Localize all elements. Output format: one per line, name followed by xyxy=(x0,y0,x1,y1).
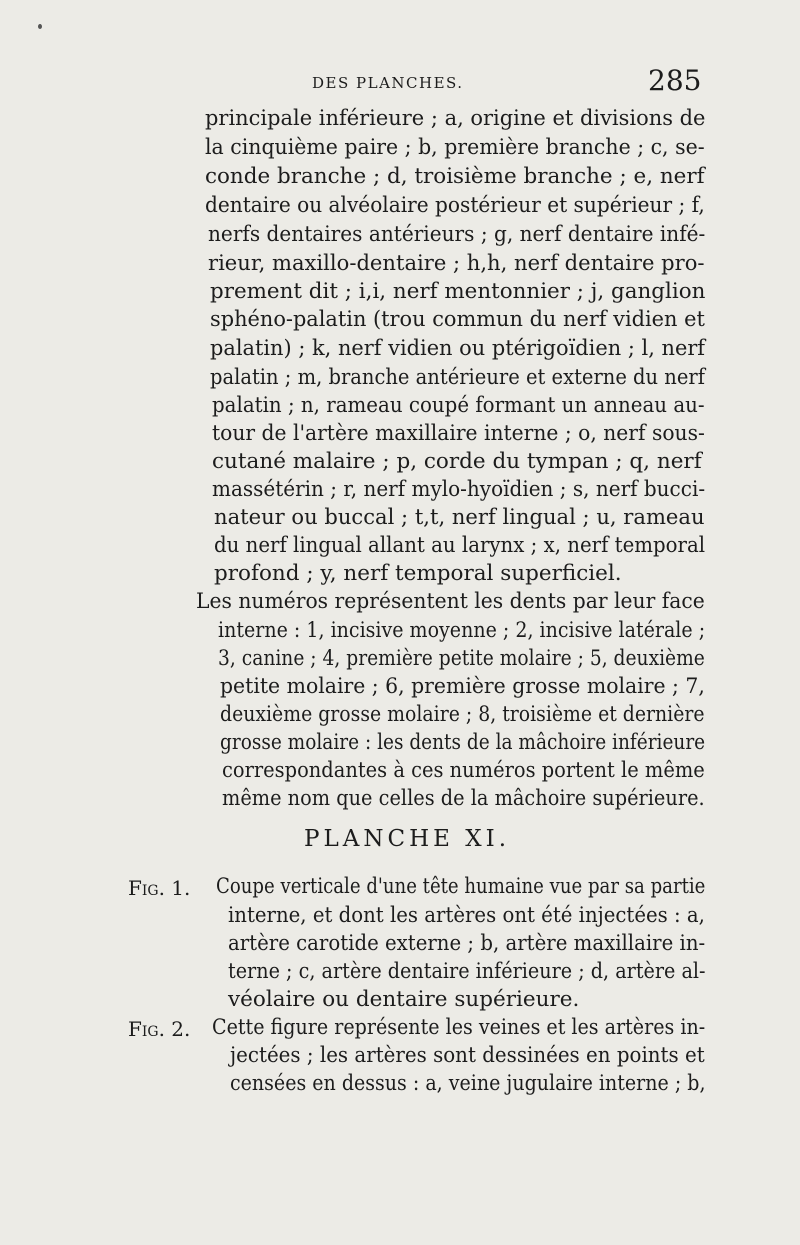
text-line: grosse molaire : les dents de la mâchoire inférieure xyxy=(220,730,706,755)
text-line: tour de l'artère maxillaire interne ; o, nerf sous- xyxy=(212,421,705,446)
text-line: petite molaire ; 6, première grosse molaire ; 7, xyxy=(220,674,705,699)
page-number: 285 xyxy=(648,64,702,97)
text-line: terne ; c, artère dentaire inférieure ; d, artère al- xyxy=(228,959,706,984)
text-line: Les numéros représentent les dents par leur face xyxy=(196,589,705,614)
text-line: massétérin ; r, nerf mylo-hyoïdien ; s, nerf bucci- xyxy=(212,477,706,502)
text-line: principale inférieure ; a, origine et divisions de xyxy=(205,106,706,131)
text-line: prement dit ; i,i, nerf mentonnier ; j, ganglion xyxy=(210,279,706,304)
text-line: conde branche ; d, troisième branche ; e, nerf xyxy=(205,164,705,189)
text-line: dentaire ou alvéolaire postérieur et supérieur ; f, xyxy=(205,193,705,218)
text-line: Cette figure représente les veines et les artères in- xyxy=(212,1015,706,1040)
text-line: palatin) ; k, nerf vidien ou ptérigoïdien ; l, nerf xyxy=(210,336,706,361)
running-header: DES PLANCHES. xyxy=(312,74,464,92)
text-line: même nom que celles de la mâchoire supérieure. xyxy=(222,786,705,811)
figure-label: Fig. 2. xyxy=(128,1017,191,1041)
text-line: interne : 1, incisive moyenne ; 2, incisive latérale ; xyxy=(218,618,706,643)
text-line: nateur ou buccal ; t,t, nerf lingual ; u, rameau xyxy=(214,505,705,530)
text-line: profond ; y, nerf temporal superficiel. xyxy=(214,561,622,586)
text-line: censées en dessus : a, veine jugulaire interne ; b, xyxy=(230,1071,706,1096)
text-line: interne, et dont les artères ont été injectées : a, xyxy=(228,903,705,928)
text-line: correspondantes à ces numéros portent le même xyxy=(222,758,705,783)
text-line: deuxième grosse molaire ; 8, troisième et dernière xyxy=(220,702,705,727)
text-line: sphéno-palatin (trou commun du nerf vidien et xyxy=(210,307,705,332)
ink-speck xyxy=(38,24,42,29)
text-line: la cinquième paire ; b, première branche ; c, se- xyxy=(205,135,705,160)
text-line: artère carotide externe ; b, artère maxillaire in- xyxy=(228,931,706,956)
text-line: Coupe verticale d'une tête humaine vue par sa partie xyxy=(216,874,706,899)
text-line: du nerf lingual allant au larynx ; x, nerf temporal xyxy=(214,533,706,558)
text-line: palatin ; n, rameau coupé formant un anneau au- xyxy=(212,393,705,418)
text-line: rieur, maxillo-dentaire ; h,h, nerf dentaire pro- xyxy=(208,251,705,276)
text-line: véolaire ou dentaire supérieure. xyxy=(228,987,580,1012)
figure-label: Fig. 1. xyxy=(128,876,191,900)
text-line: cutané malaire ; p, corde du tympan ; q, nerf xyxy=(212,449,702,474)
text-line: nerfs dentaires antérieurs ; g, nerf dentaire infé- xyxy=(208,222,706,247)
text-line: jectées ; les artères sont dessinées en points et xyxy=(230,1043,705,1068)
text-line: 3, canine ; 4, première petite molaire ; 5, deuxième xyxy=(218,646,705,671)
text-line: palatin ; m, branche antérieure et externe du nerf xyxy=(210,365,705,390)
plate-heading: PLANCHE XI. xyxy=(304,826,511,852)
